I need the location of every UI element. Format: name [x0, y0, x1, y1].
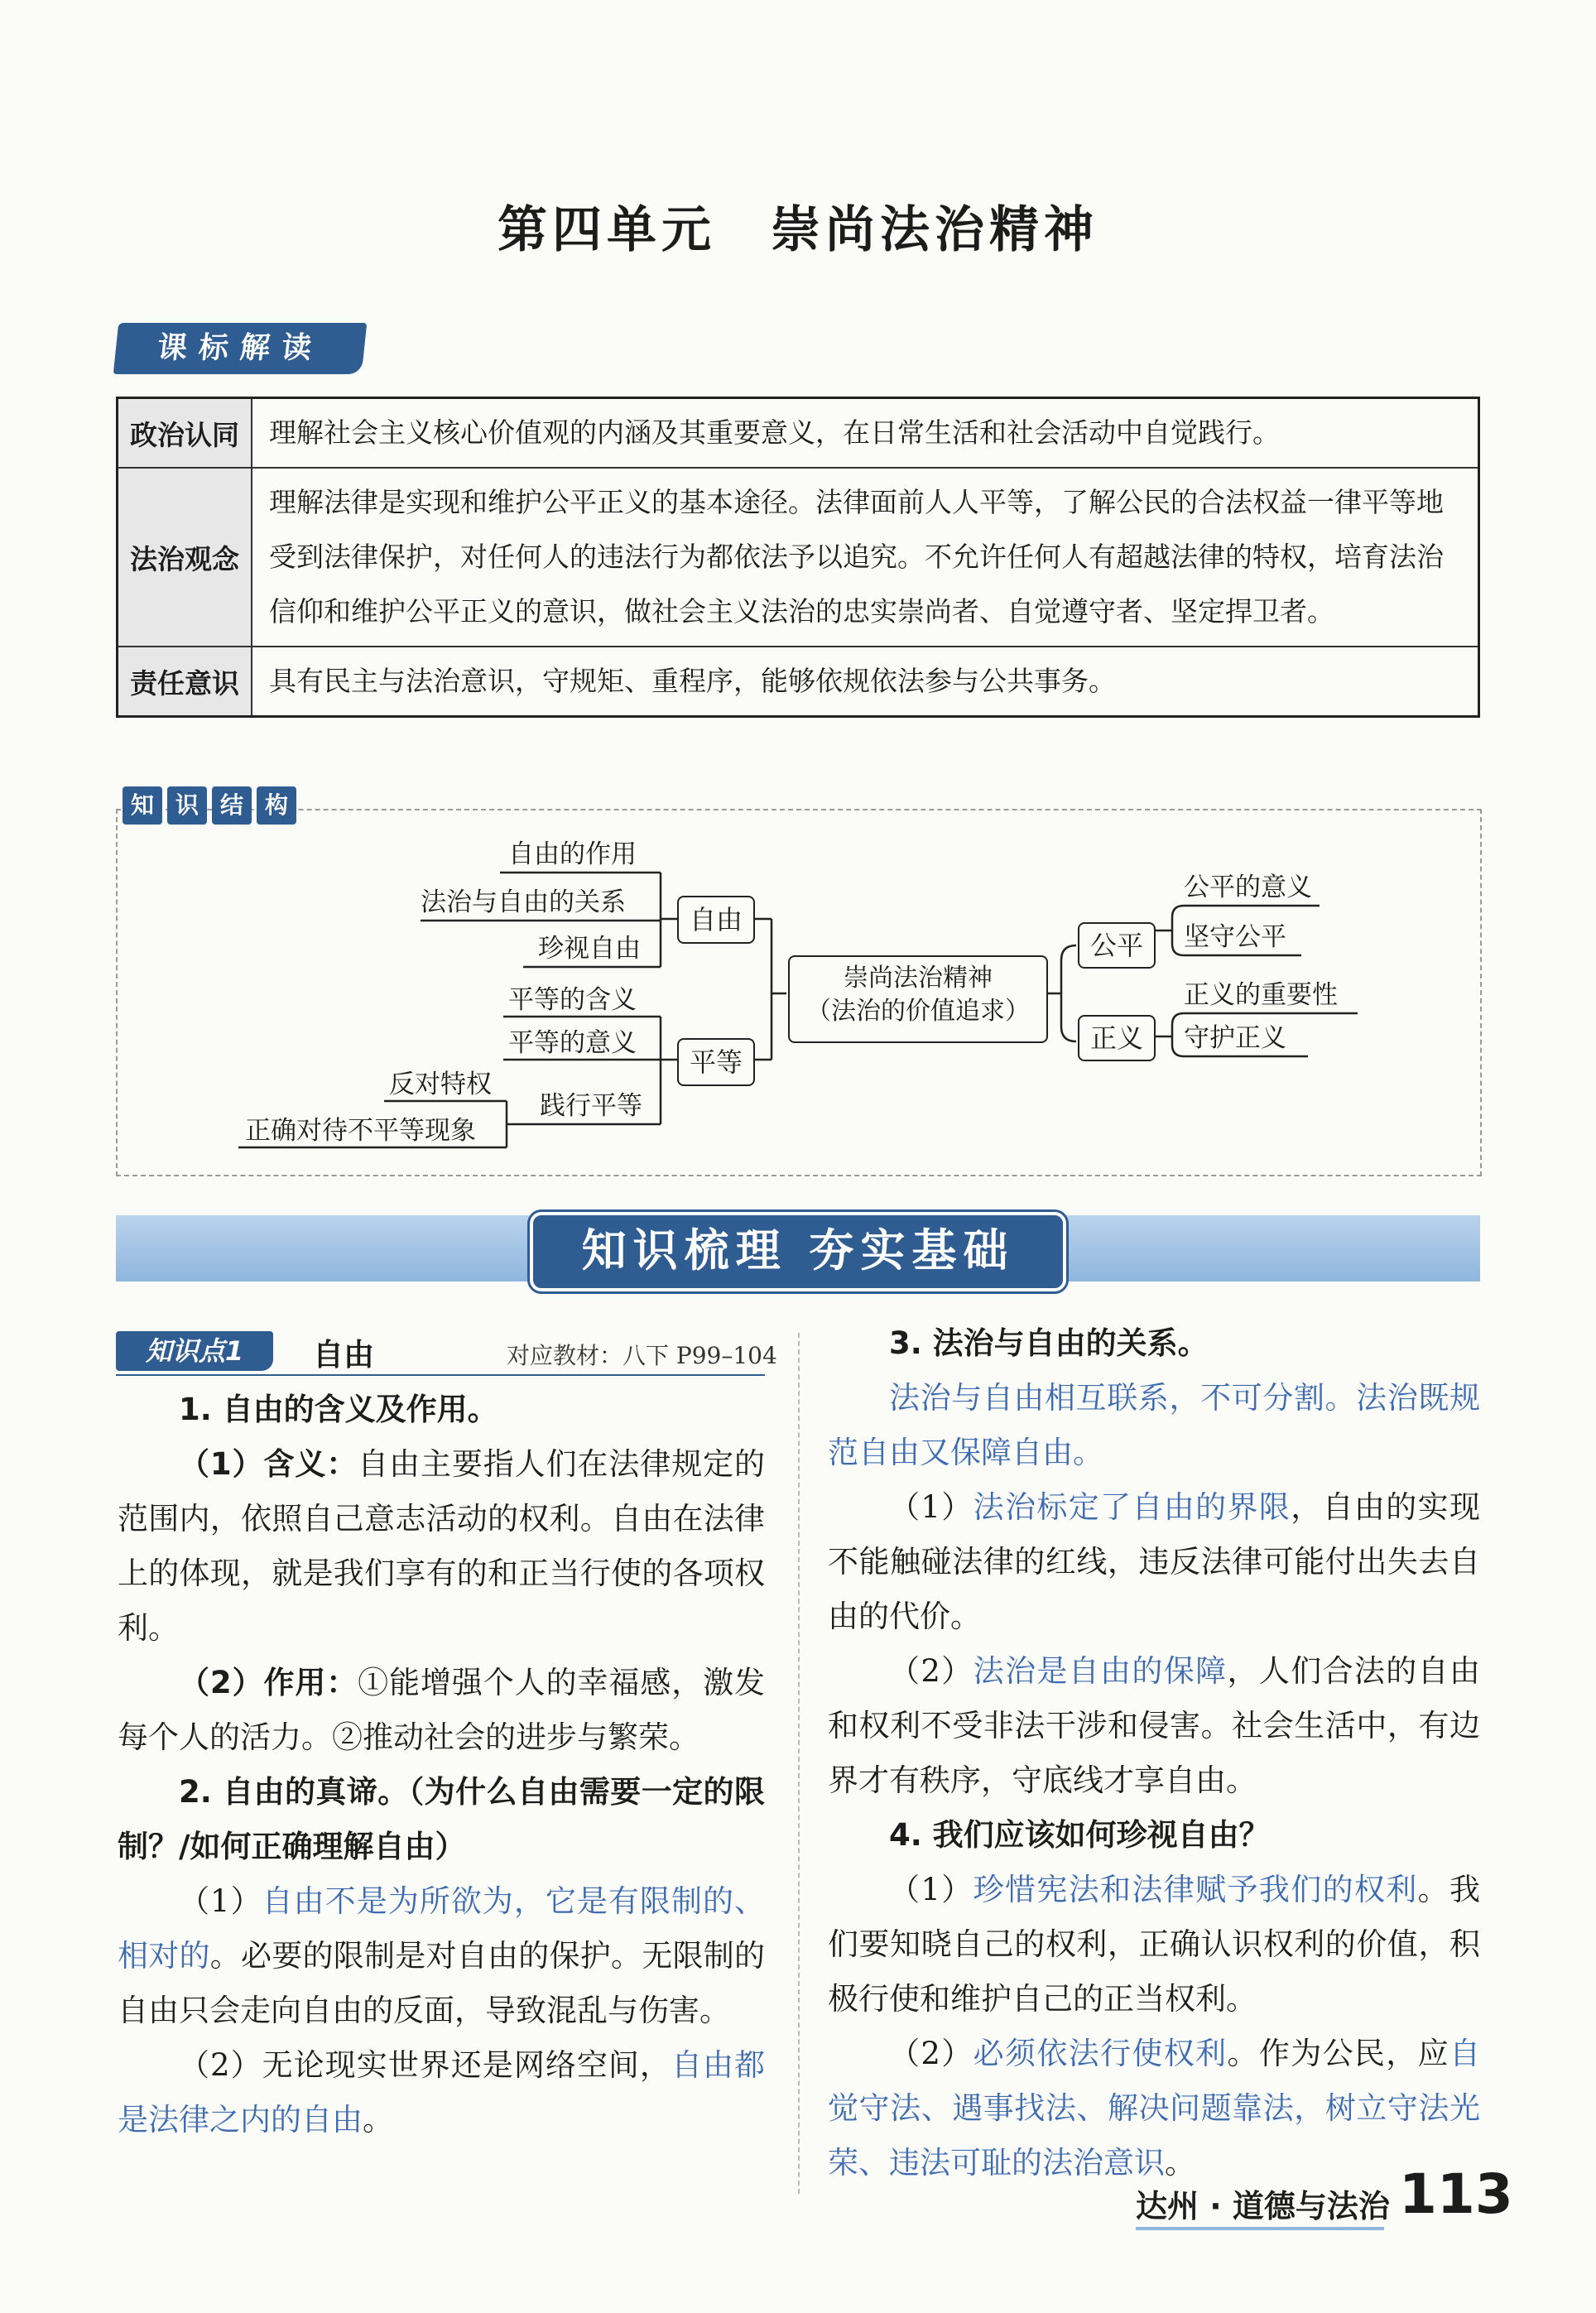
node-law-freedom: 法治与自由的关系 — [421, 887, 626, 917]
paragraph-boundary: （1）法治标定了自由的界限，自由的实现不能触碰法律的红线，违反法律可能付出失去自由的代价。 — [828, 1489, 1481, 1634]
structure-tag-char: 结 — [212, 786, 252, 825]
heading-3: 3. 法治与自由的关系。 — [889, 1325, 1209, 1361]
row-label: 政治认同 — [118, 398, 252, 469]
paragraph-cherish: （1）珍惜宪法和法律赋予我们的权利。我们要知晓自己的权利，正确认识权利的价值，积极行使和维护自己的正当权利。 — [828, 1872, 1481, 2017]
bracket — [1061, 945, 1076, 1041]
node-fairness-meaning: 公平的意义 — [1184, 873, 1312, 902]
paragraph-role: （2）作用：①能增强个人的幸福感，激发每个人的活力。②推动社会的进步与繁荣。 — [118, 1665, 766, 1755]
row-text: 理解社会主义核心价值观的内涵及其重要意义，在日常生活和社会活动中自觉践行。 — [252, 398, 1479, 469]
row-text: 具有民主与法治意识，守规矩、重程序，能够依规依法参与公共事务。 — [252, 647, 1479, 717]
bracket — [1172, 906, 1184, 955]
node-freedom-role: 自由的作用 — [508, 839, 637, 869]
center-line-1: 崇尚法治精神 — [844, 964, 993, 993]
node-guard-justice: 守护正义 — [1184, 1023, 1286, 1053]
node-justice: 正义 — [1078, 1015, 1156, 1061]
knowledge-point-title: 自由 — [313, 1337, 374, 1373]
unit-title: 第四单元 崇尚法治精神 — [498, 201, 1098, 259]
paragraph-limit: （1）自由不是为所欲为，它是有限制的、相对的。必要的限制是对自由的保护。无限制的自由只会走向自由的反面，导致混乱与伤害。 — [118, 1883, 766, 2028]
paragraph-law-freedom: （2）无论现实世界还是网络空间，自由都是法律之内的自由。 — [118, 2047, 766, 2137]
knowledge-point-tag: 知识点1 — [116, 1331, 273, 1371]
row-label: 责任意识 — [118, 647, 252, 717]
structure-tag-char: 构 — [257, 786, 296, 825]
node-oppose-privilege: 反对特权 — [389, 1070, 492, 1099]
row-text: 理解法律是实现和维护公平正义的基本途径。法律面前人人平等，了解公民的合法权益一律平等地受到法律保护，对任何人的违法行为都依法予以追究。不允许任何人有超越法律的特权，培育法治信仰和维护公平正义的意识，做社会主义法治的忠实崇尚者、自觉遵守者、坚定捍卫者。 — [252, 468, 1479, 647]
node-equality-meaning: 平等的含义 — [508, 985, 637, 1015]
structure-tag-char: 知 — [123, 786, 162, 825]
heading-4: 4. 我们应该如何珍视自由？ — [889, 1817, 1270, 1853]
paragraph-exercise: （2）必须依法行使权利。作为公民，应自觉守法、遇事找法、解决问题靠法，树立守法光荣、违法可耻的法治意识。 — [828, 2036, 1481, 2181]
paragraph-relation: 法治与自由相互联系，不可分割。法治既规范自由又保障自由。 — [828, 1380, 1480, 1470]
right-column — [828, 1316, 1480, 2190]
node-center — [788, 955, 1048, 1043]
left-column — [118, 1383, 765, 2147]
center-line-2: （法治的价值追求） — [806, 997, 1030, 1026]
banner-title: 知识梳理 夯实基础 — [530, 1212, 1066, 1291]
node-cherish-freedom: 珍视自由 — [538, 934, 641, 964]
node-equality: 平等 — [677, 1038, 755, 1086]
heading-2: 2. 自由的真谛。（为什么自由需要一定的限制？/如何正确理解自由） — [118, 1774, 765, 1864]
node-treat-inequality: 正确对待不平等现象 — [245, 1116, 476, 1146]
node-freedom: 自由 — [677, 896, 755, 944]
node-uphold-fairness: 坚守公平 — [1184, 922, 1286, 952]
node-fairness: 公平 — [1078, 922, 1156, 969]
standards-tag: 课标解读 — [113, 323, 368, 374]
structure-tag-char: 识 — [167, 786, 207, 825]
footer-label: 达州 · 道德与法治 — [1136, 2188, 1390, 2224]
bracket — [1172, 1013, 1184, 1056]
textbook-reference: 对应教材：八下 P99–104 — [507, 1342, 777, 1369]
row-label: 法治观念 — [118, 468, 252, 647]
paragraph-guarantee: （2）法治是自由的保障，人们合法的自由和权利不受非法干涉和侵害。社会生活中，有边界才有秩序，守底线才享自由。 — [828, 1653, 1481, 1798]
page-number: 113 — [1399, 2162, 1513, 2226]
node-justice-importance: 正义的重要性 — [1184, 980, 1338, 1010]
header-rule — [116, 1374, 765, 1376]
paragraph-meaning: （1）含义：自由主要指人们在法律规定的范围内，依照自己意志活动的权利。自由在法律上的体现，就是我们享有的和正当行使的各项权利。 — [118, 1446, 766, 1646]
node-equality-significance: 平等的意义 — [508, 1028, 637, 1058]
footer-rule — [1136, 2227, 1384, 2230]
heading-1: 1. 自由的含义及作用。 — [179, 1392, 498, 1427]
node-practice-equality: 践行平等 — [540, 1091, 642, 1121]
column-divider — [798, 1333, 800, 2194]
